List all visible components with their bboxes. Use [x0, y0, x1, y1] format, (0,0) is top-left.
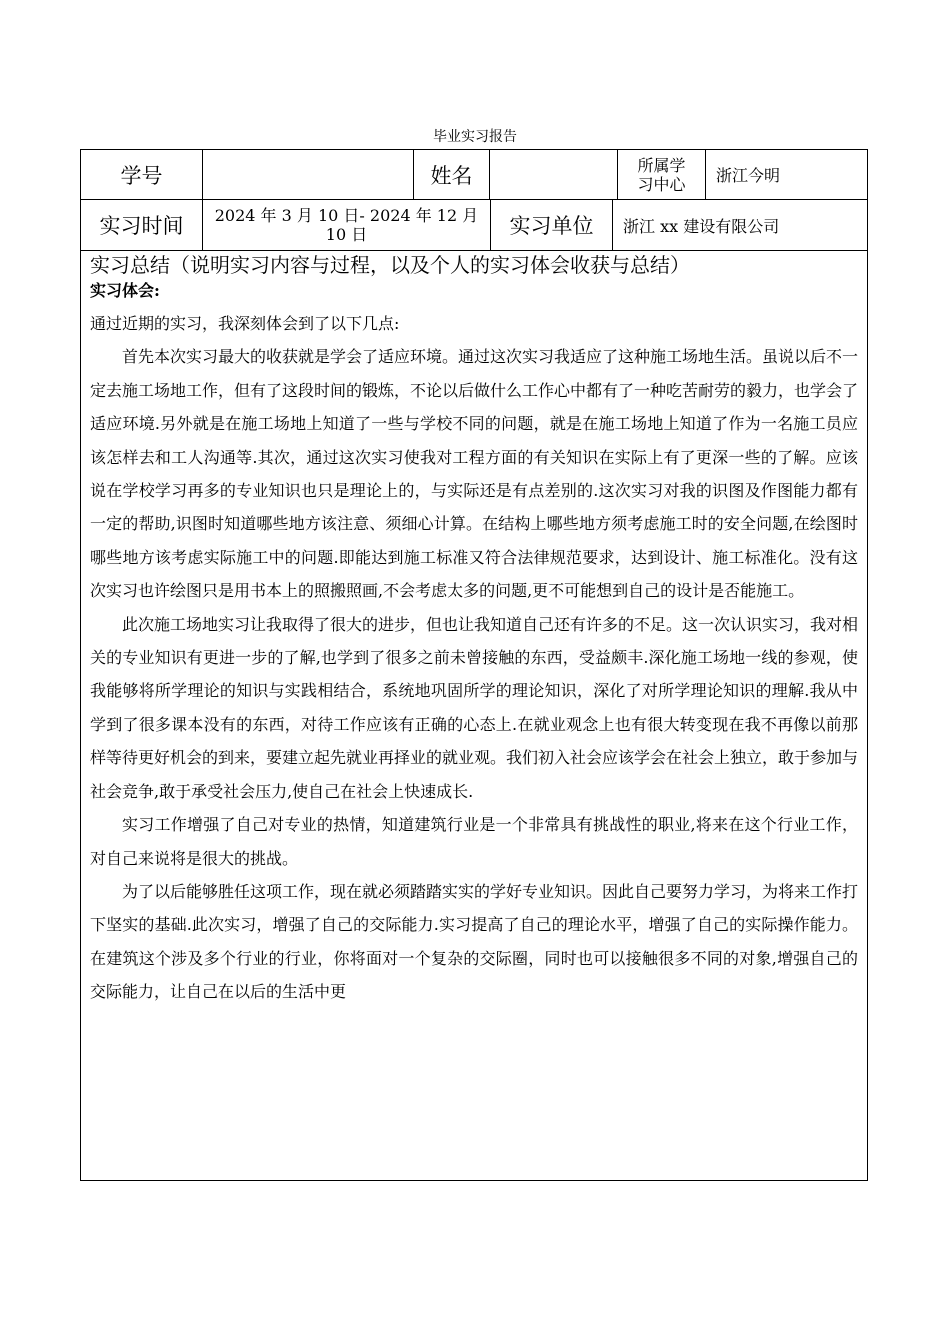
internship-period-value-text: 2024 年 3 月 10 日- 2024 年 12 月 10 日 [214, 206, 479, 244]
internship-period-label: 实习时间 [99, 214, 184, 238]
learning-center-label-text: 所属学习中心 [637, 155, 686, 194]
summary-intro: 通过近期的实习，我深刻体会到了以下几点: [90, 314, 400, 333]
name-value [490, 150, 617, 199]
learning-center-label [618, 150, 705, 199]
student-id-label: 学号 [120, 163, 163, 188]
internship-period-value [203, 200, 490, 250]
summary-paragraph-2: 此次施工场地实习让我取得了很大的进步，但也让我知道自己还有许多的不足。这一次认识实习，我对相关的专业知识有更进一步的了解,也学到了很多之前未曾接触的东西，受益颇丰.深化施工场地一线的参观，使我能够将所学理论的知识与实践相结合，系统地巩固所学的理论知识，深化了对所学理论知识的理解.我从中学到了很多课本没有的东西，对待工作应该有正确的心态上.在就业观念上也有很大转变现在我不再像以前那样等待更好机会的到来，要建立起先就业再择业的就业观。我们初入社会应该学会在社会上独立，敢于参加与社会竞争,敢于承受社会压力,使自己在社会上快速成长. [90, 614, 859, 801]
internship-unit-value: 浙江 xx 建设有限公司 [623, 216, 780, 236]
summary-paragraph-4: 为了以后能够胜任这项工作，现在就必须踏踏实实的学好专业知识。因此自己要努力学习，为将来工作打下坚实的基础.此次实习，增强了自己的交际能力.实习提高了自己的理论水平，增强了自己的实际操作能力。在建筑这个涉及多个行业的行业，你将面对一个复杂的交际圈，同时也可以接触很多不同的对象,增强自己的交际能力，让自己在以后的生活中更 [90, 881, 859, 1002]
internship-unit-label: 实习单位 [509, 214, 594, 238]
experience-subheading: 实习体会: [90, 281, 160, 300]
learning-center-value: 浙江今明 [716, 166, 781, 185]
row-divider-2 [80, 250, 868, 251]
summary-heading: 实习总结（说明实习内容与过程，以及个人的实习体会收获与总结） [90, 253, 690, 277]
student-id-value [203, 150, 413, 199]
summary-paragraph-3: 实习工作增强了自己对专业的热情，知道建筑行业是一个非常具有挑战性的职业,将来在这个行业工作，对自己来说将是很大的挑战。 [90, 815, 858, 868]
summary-body [90, 307, 858, 1009]
summary-paragraph-1: 首先本次实习最大的收获就是学会了适应环境。通过这次实习我适应了这种施工场地生活。虽说以后不一定去施工场地工作，但有了这段时间的锻炼，不论以后做什么工作心中都有了一种吃苦耐劳的毅力，也学会了适应环境.另外就是在施工场地上知道了一些与学校不同的问题，就是在施工场地上知道了作为一名施工员应该怎样去和工人沟通等.其次，通过这次实习使我对工程方面的有关知识在实际上有了更深一些的了解。应该说在学校学习再多的专业知识也只是理论上的，与实际还是有点差别的.这次实习对我的识图及作图能力都有一定的帮助,识图时知道哪些地方该注意、须细心计算。在结构上哪些地方须考虑施工时的安全问题,在绘图时哪些地方该考虑实际施工中的问题.即能达到施工标准又符合法律规范要求，达到设计、施工标准化。没有这次实习也许绘图只是用书本上的照搬照画,不会考虑太多的问题,更不可能想到自己的设计是否能施工。 [90, 347, 859, 601]
name-label: 姓名 [430, 163, 473, 188]
document-title: 毕业实习报告 [433, 129, 517, 145]
